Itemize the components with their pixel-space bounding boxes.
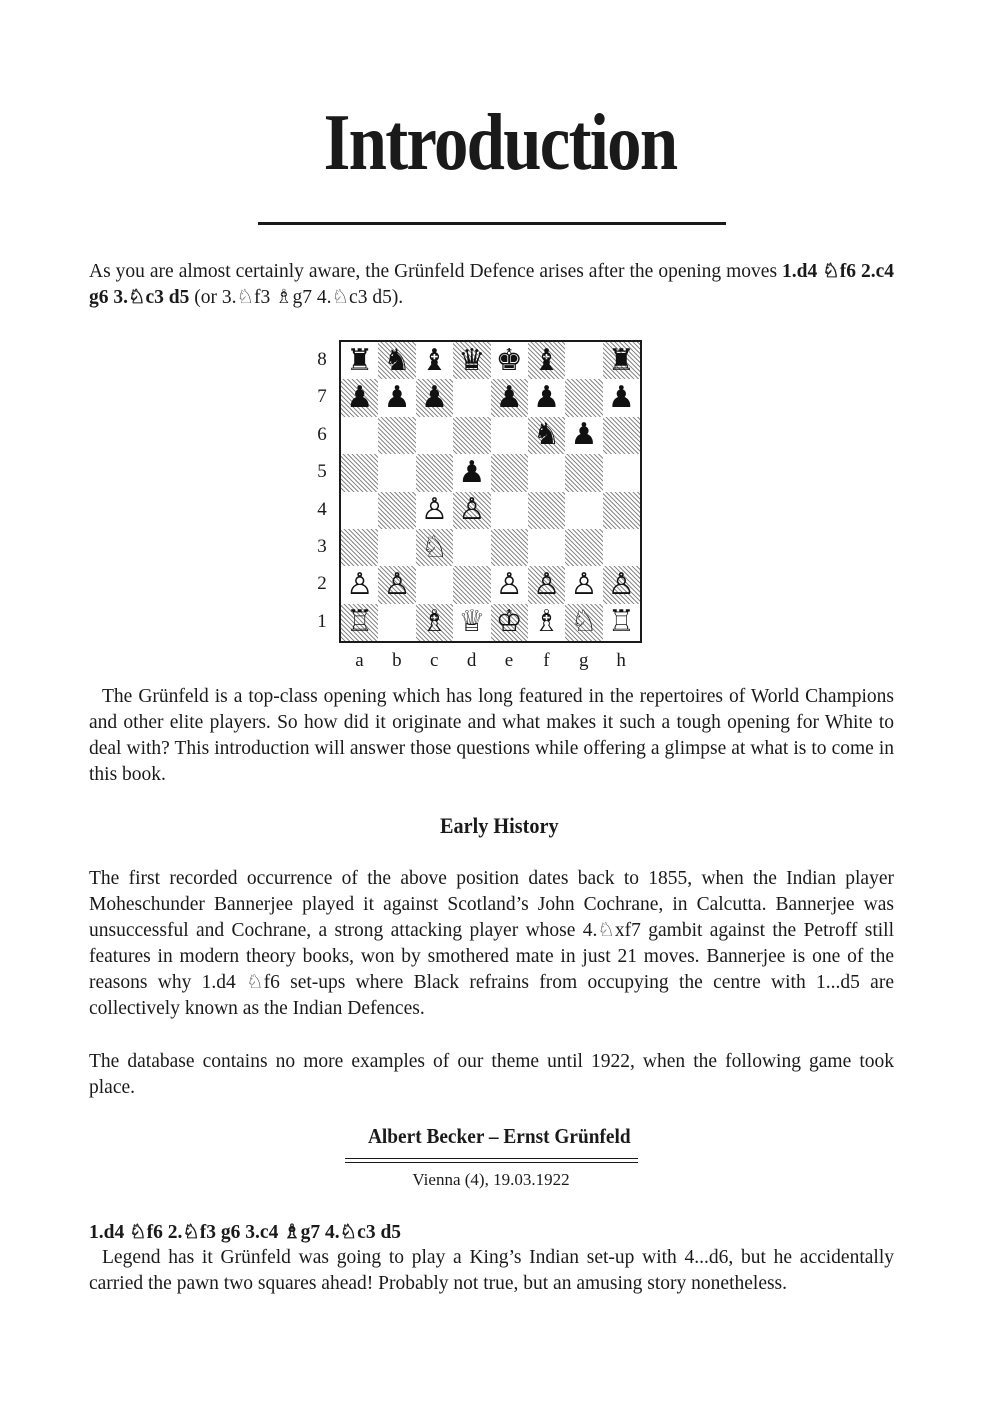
chess-piece-icon: ♟ xyxy=(495,380,523,416)
square-b3 xyxy=(378,529,415,566)
chess-piece-icon: ♙ xyxy=(420,492,448,528)
chess-piece-icon: ♘ xyxy=(570,604,598,640)
square-a8 xyxy=(341,342,378,379)
square-c4 xyxy=(416,492,453,529)
square-d3 xyxy=(453,529,490,566)
square-f3 xyxy=(528,529,565,566)
square-e4 xyxy=(491,492,528,529)
game-moves: 1.d4 ♘f6 2.♘f3 g6 3.c4 ♗g7 4.♘c3 d5 xyxy=(89,1222,402,1243)
chess-piece-icon: ♔ xyxy=(495,604,523,640)
rank-label: 2 xyxy=(317,573,327,595)
title-divider xyxy=(258,222,726,225)
square-b1 xyxy=(378,604,415,641)
database-paragraph: The database contains no more examples of our theme until 1922, when the following game took place. xyxy=(89,1051,894,1098)
rank-label: 5 xyxy=(317,461,327,483)
square-a3 xyxy=(341,529,378,566)
square-a6 xyxy=(341,417,378,454)
square-h5 xyxy=(603,454,640,491)
history-paragraph: The first recorded occurrence of the above position dates back to 1855, when the Indian player Moheschunder Bannerjee played it against Scotland’s John Cochrane, in Calcutta. Bannerjee was unsuccessful and Cochrane, a strong attacking player whose 4.♘xf7 gambit against the Petroff still features in modern theory books, won by smothered mate in just 21 moves. Bannerjee is one of the reasons why 1.d4 ♘f6 set-ups where Black refrains from occupying the centre with 1...d5 are collectively known as the Indian Defences. xyxy=(89,868,894,1019)
intro-paragraph xyxy=(89,259,894,311)
chess-piece-icon: ♟ xyxy=(420,380,448,416)
rank-label: 1 xyxy=(317,610,327,632)
game-divider-top xyxy=(345,1158,638,1159)
square-c2 xyxy=(416,566,453,603)
square-h2 xyxy=(603,566,640,603)
intro-text-2: (or 3.♘f3 ♗g7 4.♘c3 d5). xyxy=(189,287,404,308)
square-a1 xyxy=(341,604,378,641)
square-c5 xyxy=(416,454,453,491)
square-h3 xyxy=(603,529,640,566)
chess-piece-icon: ♟ xyxy=(570,417,598,453)
square-g1 xyxy=(565,604,602,641)
square-f6 xyxy=(528,417,565,454)
chess-piece-icon: ♘ xyxy=(420,529,448,565)
square-g8 xyxy=(565,342,602,379)
square-d6 xyxy=(453,417,490,454)
square-f8 xyxy=(528,342,565,379)
square-h4 xyxy=(603,492,640,529)
square-h8 xyxy=(603,342,640,379)
chess-piece-icon: ♗ xyxy=(420,604,448,640)
square-f2 xyxy=(528,566,565,603)
square-e7 xyxy=(491,379,528,416)
square-a5 xyxy=(341,454,378,491)
chess-piece-icon: ♙ xyxy=(495,566,523,602)
section-heading: Early History xyxy=(439,813,559,838)
square-e8 xyxy=(491,342,528,379)
square-c7 xyxy=(416,379,453,416)
chess-piece-icon: ♜ xyxy=(346,342,374,378)
game-event: Vienna (4), 19.03.1922 xyxy=(412,1170,570,1189)
file-label: a xyxy=(355,650,364,671)
file-label: f xyxy=(543,650,550,671)
square-c6 xyxy=(416,417,453,454)
chess-piece-icon: ♟ xyxy=(607,380,635,416)
chess-piece-icon: ♝ xyxy=(533,342,561,378)
chess-piece-icon: ♙ xyxy=(383,566,411,602)
opening-paragraph: The Grünfeld is a top-class opening which has long featured in the repertoires of World Champions and other elite players. So how did it originate and what makes it such a tough opening for White to deal with? This introduction will answer those questions while offering a glimpse at what is to come in this book. xyxy=(89,686,894,785)
chess-piece-icon: ♙ xyxy=(570,566,598,602)
chess-piece-icon: ♜ xyxy=(607,342,635,378)
page-title: Introduction xyxy=(323,99,677,187)
square-a7 xyxy=(341,379,378,416)
square-e6 xyxy=(491,417,528,454)
chess-piece-icon: ♙ xyxy=(533,566,561,602)
chess-piece-icon: ♗ xyxy=(533,604,561,640)
chess-piece-icon: ♞ xyxy=(533,417,561,453)
chess-piece-icon: ♟ xyxy=(383,380,411,416)
square-e5 xyxy=(491,454,528,491)
square-c1 xyxy=(416,604,453,641)
chess-piece-icon: ♖ xyxy=(607,604,635,640)
square-b7 xyxy=(378,379,415,416)
chess-board xyxy=(341,342,640,641)
square-g3 xyxy=(565,529,602,566)
square-f7 xyxy=(528,379,565,416)
chess-piece-icon: ♞ xyxy=(383,342,411,378)
square-b8 xyxy=(378,342,415,379)
intro-text-1: As you are almost certainly aware, the Grünfeld Defence arises after the opening moves xyxy=(89,261,783,282)
rank-label: 7 xyxy=(317,386,327,408)
square-b4 xyxy=(378,492,415,529)
intro-moves: 1.d4 ♘f6 2.c4 g6 3.♘c3 d5 xyxy=(89,261,894,308)
file-label: c xyxy=(430,650,439,671)
square-g2 xyxy=(565,566,602,603)
square-f5 xyxy=(528,454,565,491)
chess-piece-icon: ♟ xyxy=(346,380,374,416)
file-label: d xyxy=(466,650,477,671)
chess-piece-icon: ♙ xyxy=(607,566,635,602)
game-divider-bottom xyxy=(345,1162,638,1163)
chess-piece-icon: ♖ xyxy=(346,604,374,640)
square-h6 xyxy=(603,417,640,454)
file-label: h xyxy=(616,650,626,671)
square-g7 xyxy=(565,379,602,416)
chess-piece-icon: ♙ xyxy=(458,492,486,528)
chess-piece-icon: ♝ xyxy=(420,342,448,378)
square-d5 xyxy=(453,454,490,491)
square-d4 xyxy=(453,492,490,529)
legend-paragraph: Legend has it Grünfeld was going to play a King’s Indian set-up with 4...d6, but he accidentally carried the pawn two squares ahead! Probably not true, but an amusing story nonetheless. xyxy=(89,1247,894,1294)
square-d7 xyxy=(453,379,490,416)
square-e1 xyxy=(491,604,528,641)
file-label: e xyxy=(504,650,514,671)
square-a2 xyxy=(341,566,378,603)
square-c3 xyxy=(416,529,453,566)
square-f1 xyxy=(528,604,565,641)
square-e3 xyxy=(491,529,528,566)
chess-piece-icon: ♕ xyxy=(458,604,486,640)
rank-label: 8 xyxy=(317,349,327,370)
chess-diagram xyxy=(339,340,642,643)
chess-piece-icon: ♙ xyxy=(346,566,374,602)
square-a4 xyxy=(341,492,378,529)
square-d8 xyxy=(453,342,490,379)
game-players: Albert Becker – Ernst Grünfeld xyxy=(367,1124,631,1148)
square-h1 xyxy=(603,604,640,641)
square-b6 xyxy=(378,417,415,454)
square-g6 xyxy=(565,417,602,454)
rank-label: 4 xyxy=(317,498,327,520)
square-h7 xyxy=(603,379,640,416)
file-label: b xyxy=(392,650,402,671)
square-d1 xyxy=(453,604,490,641)
chess-piece-icon: ♟ xyxy=(458,454,486,490)
chess-piece-icon: ♛ xyxy=(458,342,486,378)
file-label: g xyxy=(579,650,589,671)
square-b2 xyxy=(378,566,415,603)
square-c8 xyxy=(416,342,453,379)
chess-piece-icon: ♟ xyxy=(533,380,561,416)
square-d2 xyxy=(453,566,490,603)
chess-piece-icon: ♚ xyxy=(495,342,523,378)
square-b5 xyxy=(378,454,415,491)
square-f4 xyxy=(528,492,565,529)
rank-label: 6 xyxy=(317,423,327,445)
square-g4 xyxy=(565,492,602,529)
square-e2 xyxy=(491,566,528,603)
rank-label: 3 xyxy=(317,535,327,557)
square-g5 xyxy=(565,454,602,491)
